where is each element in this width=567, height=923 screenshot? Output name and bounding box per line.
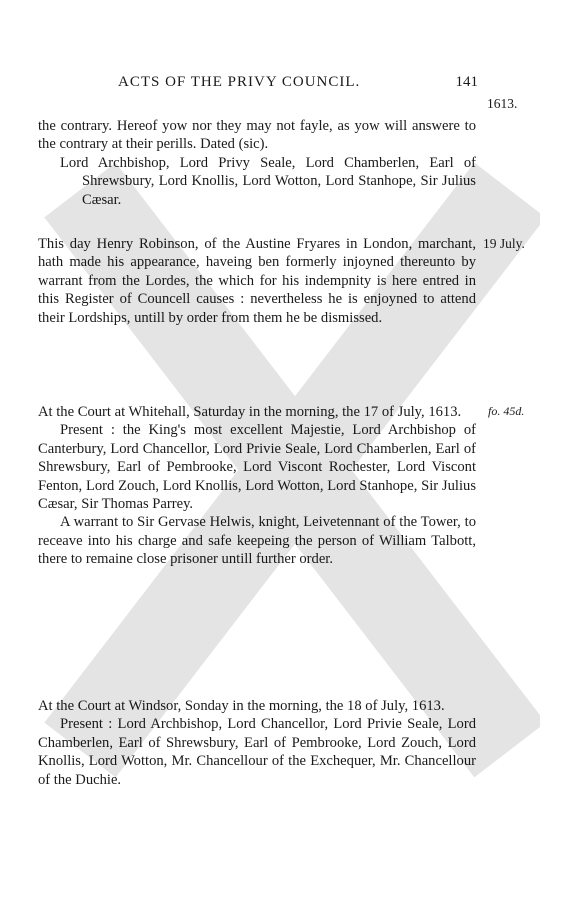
windsor-heading: At the Court at Windsor, Sonday in the morning, the 18 of July, 1613. [38,698,445,714]
margin-date-19-july: 19 July. [483,236,525,251]
closing-text: the contrary. Hereof yow nor they may not fayle, as yow will answere to the contrary at their perills. Dated (sic). [38,118,476,153]
windsor-present: Present : Lord Archbishop, Lord Chancellor, Lord Privie Seale, Lord Chamberlen, Earl of Shrewsbury, Earl of Pembrooke, Lord Zouch, Lord Knollis, Lord Wotton, Mr. Chancellour of the Exchequer, Mr. Chancellour of the Duchie. [38,716,476,788]
page-number: 141 [455,74,478,90]
whitehall-warrant: A warrant to Sir Gervase Helwis, knight, Leivetennant of the Tower, to receave into his charge and safe keepeing the person of William Talbott, there to remaine close prisoner untill further order. [38,514,476,568]
running-title: ACTS OF THE PRIVY COUNCIL. [118,74,361,90]
signatories: Lord Archbishop, Lord Privy Seale, Lord Chamberlen, Earl of Shrewsbury, Lord Knollis, Lord Wotton, Lord Stanhope, Sir Julius Cæsar. [60,154,476,208]
whitehall-heading: At the Court at Whitehall, Saturday in the morning, the 17 of July, 1613. [38,404,462,420]
entry-court-whitehall [38,403,476,569]
entry-closing [38,117,476,209]
robinson-text: This day Henry Robinson, of the Austine Fryares in London, marchant, hath made his appearance, haveing ben formerly injoyned thereunto by warrant from the Lordes, the which for his indempnity is here entred in this Register of Councell causes : nevertheless he is enjoyned to attend their Lordships, untill by order from them he be dismissed. [38,236,476,326]
margin-folio: fo. 45d. [488,404,525,418]
entry-court-windsor [38,697,476,789]
entry-henry-robinson [38,235,476,327]
whitehall-present: Present : the King's most excellent Majestie, Lord Archbishop of Canterbury, Lord Chancellor, Lord Privie Seale, Lord Chamberlen, Earl of Shrewsbury, Earl of Pembrooke, Lord Viscont Rochester, Lord Viscont Fenton, Lord Zouch, Lord Knollis, Lord Wotton, Lord Stanhope, Sir Julius Cæsar, Sir Thomas Parrey. [38,422,476,513]
margin-year: 1613. [487,96,518,111]
